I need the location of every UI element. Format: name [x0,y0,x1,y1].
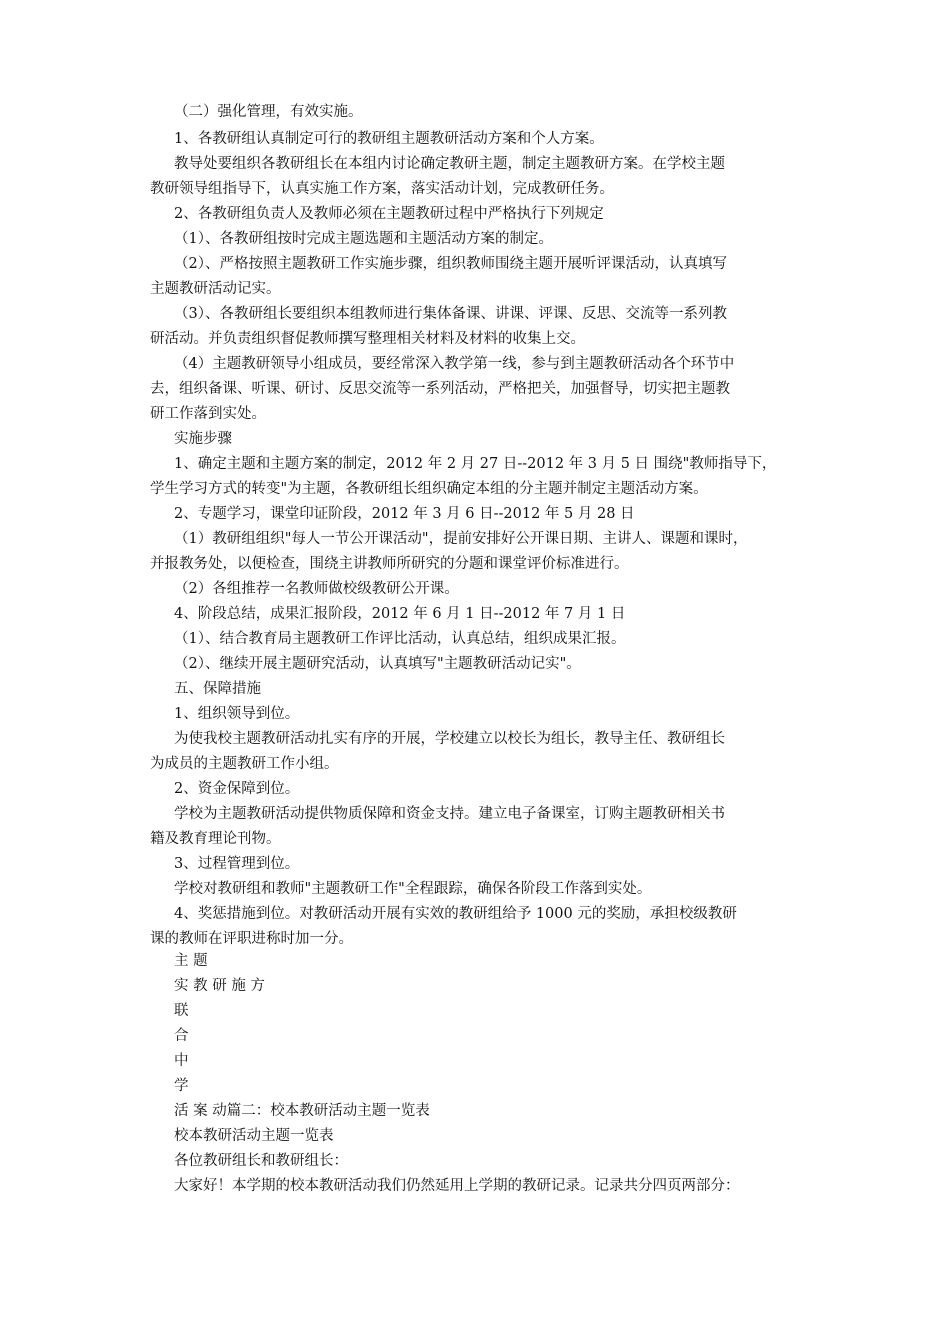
paragraph-line: （1）教研组组织"每人一节公开课活动"，提前安排好公开课日期、主讲人、课题和课时， [174,531,748,547]
salutation: 各位教研组长和教研组长： [174,1153,348,1169]
paragraph-line: 2、资金保障到位。 [174,781,300,797]
paragraph-line: 3、过程管理到位。 [174,856,300,872]
paragraph-line: 学生学习方式的转变"为主题，各教研组长组织确定本组的分主题并制定主题活动方案。 [150,481,708,497]
paragraph-line: （1）、各教研组按时完成主题选题和主题活动方案的制定。 [174,231,553,247]
scattered-title-line: 中 [174,1053,189,1069]
paragraph-line: 2、专题学习，课堂印证阶段，2012 年 3 月 6 日--2012 年 5 月 28 日 [174,506,635,522]
paragraph-line: 2、各教研组负责人及教师必须在主题教研过程中严格执行下列规定 [174,206,604,222]
article-two-heading: 活 案 动篇二：校本教研活动主题一览表 [174,1103,430,1119]
paragraph-line: 4、阶段总结，成果汇报阶段，2012 年 6 月 1 日--2012 年 7 月 1 日 [174,606,626,622]
paragraph-line: 学校为主题教研活动提供物质保障和资金支持。建立电子备课室，订购主题教研相关书 [174,806,725,822]
paragraph-line: 并报教务处，以便检查，围绕主讲教师所研究的分题和课堂评价标准进行。 [150,556,629,572]
paragraph-line: 去，组织备课、听课、研讨、反思交流等一系列活动，严格把关，加强督导，切实把主题教 [150,381,730,397]
article-two-title: 校本教研活动主题一览表 [174,1128,334,1144]
paragraph-line: 课的教师在评职进称时加一分。 [150,931,353,947]
paragraph-line: 1、确定主题和主题方案的制定，2012 年 2 月 27 日--2012 年 3 月 5 日 围绕"教师指导下， [174,456,777,472]
paragraph-line: 1、各教研组认真制定可行的教研组主题教研活动方案和个人方案。 [174,131,604,147]
scattered-title-line: 联 [174,1003,189,1019]
section-heading-steps: 实施步骤 [174,431,232,447]
scattered-title-line: 实 教 研 施 方 [174,978,265,994]
paragraph-line: 学校对教研组和教师"主题教研工作"全程跟踪，确保各阶段工作落到实处。 [174,881,652,897]
paragraph-line: 研活动。并负责组织督促教师撰写整理相关材料及材料的收集上交。 [150,331,585,347]
paragraph-line: 研工作落到实处。 [150,406,266,422]
scattered-title-line: 合 [174,1028,189,1044]
paragraph-line: 教导处要组织各教研组长在本组内讨论确定教研主题，制定主题教研方案。在学校主题 [174,156,725,172]
paragraph-line: 为使我校主题教研活动扎实有序的开展，学校建立以校长为组长，教导主任、教研组长 [174,731,725,747]
paragraph-line: 为成员的主题教研工作小组。 [150,756,339,772]
section-heading-management: （二）强化管理，有效实施。 [174,104,363,120]
paragraph-line: 籍及教育理论刊物。 [150,831,281,847]
paragraph-line: （4）主题教研领导小组成员，要经常深入教学第一线，参与到主题教研活动各个环节中 [174,356,735,372]
paragraph-line: （2）各组推荐一名教师做校级教研公开课。 [174,581,459,597]
paragraph-line: （2）、继续开展主题研究活动，认真填写"主题教研活动记实"。 [174,656,581,672]
paragraph-line: 主题教研活动记实。 [150,281,281,297]
paragraph-line: （3）、各教研组长要组织本组教师进行集体备课、讲课、评课、反思、交流等一系列教 [174,306,727,322]
section-heading-guarantee: 五、保障措施 [174,681,261,697]
paragraph-line: 1、组织领导到位。 [174,706,300,722]
scattered-title-line: 学 [174,1078,189,1094]
paragraph-line: （2）、严格按照主题教研工作实施步骤，组织教师围绕主题开展听评课活动，认真填写 [174,256,727,272]
paragraph-line: 大家好！本学期的校本教研活动我们仍然延用上学期的教研记录。记录共分四页两部分： [174,1178,740,1194]
paragraph-line: 4、奖惩措施到位。对教研活动开展有实效的教研组给予 1000 元的奖励，承担校级教研 [174,906,737,922]
paragraph-line: （1）、结合教育局主题教研工作评比活动，认真总结，组织成果汇报。 [174,631,626,647]
paragraph-line: 教研领导组指导下，认真实施工作方案，落实活动计划，完成教研任务。 [150,181,614,197]
scattered-title-line: 主 题 [174,953,208,969]
